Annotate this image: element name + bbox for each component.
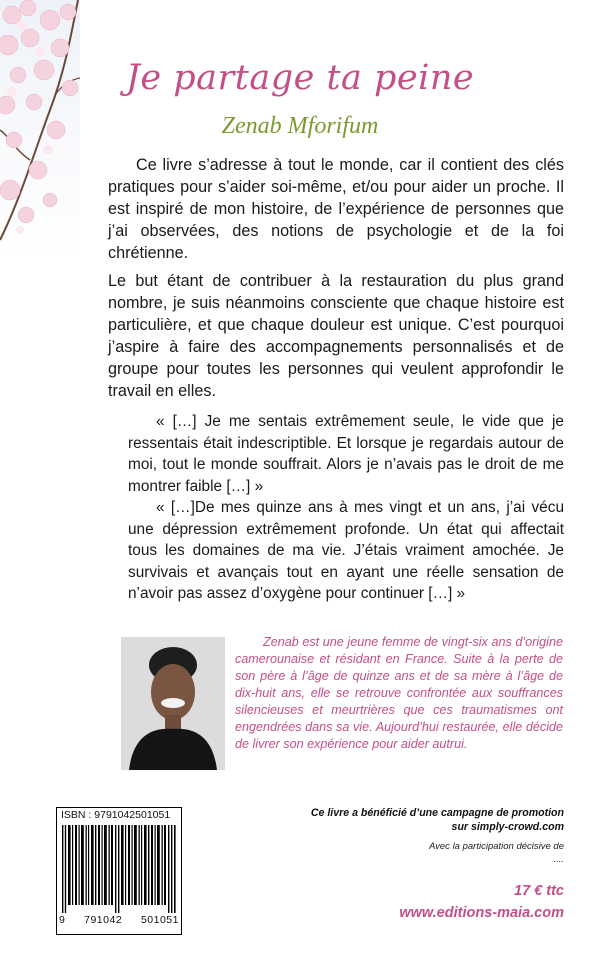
book-summary — [108, 154, 564, 408]
participation-note — [264, 840, 564, 866]
isbn-label: ISBN : 9791042501051 — [61, 809, 171, 821]
author-portrait-icon — [121, 637, 225, 770]
participation-line: Avec la participation décisive de — [428, 841, 564, 852]
promo-line: Ce livre a bénéficié d’une campagne de promotion — [310, 807, 564, 819]
book-author: Zenab Mforifum — [221, 113, 379, 139]
participation-line: .... — [553, 854, 564, 865]
promo-note — [264, 806, 564, 834]
author-photo — [121, 637, 225, 770]
barcode-icon — [62, 825, 176, 913]
quote-paragraph: « […]De mes quinze ans à mes vingt et un ans, j’ai vécu une dépression extrêmement profonde. Un état qui affectait tous les domaines de ma vie. J’étais vraiment amochée. Je survivais et avançais tout en ayant une réelle sensation de n’avoir pas assez d’oxygène pour continuer […] » — [128, 499, 564, 602]
barcode-digit-group: 9 — [59, 914, 66, 926]
promo-line: sur simply-crowd.com — [451, 821, 564, 833]
summary-paragraph: Le but étant de contribuer à la restauration du plus grand nombre, je suis néanmoins consciente que chaque histoire est particulière, et que chaque douleur est unique. C’est pourquoi j’aspire à faire des accompagnements personnalisés et de groupe pour toutes les personnes qui veulent approfondir le travail en elles. — [108, 272, 564, 400]
barcode-digit-group: 501051 — [140, 914, 179, 926]
summary-paragraph: Ce livre s’adresse à tout le monde, car il contient des clés pratiques pour s’aider soi-même, et/ou pour aider un proche. Il est inspiré de mon histoire, de l’expérience de personnes que j’ai observées, des notions de psychologie et de la foi chrétienne. — [108, 156, 564, 262]
barcode-digits — [59, 914, 179, 926]
author-bio: Zenab est une jeune femme de vingt-six ans d’origine camerounaise et résidant en France. Suite à la perte de son père à l’âge de quinze ans et de sa mère à l’âge de dix-huit ans, elle se retrouve confrontée aux souffrances silencieuses et meurtrières que ces traumatismes ont engendrées dans sa vie. Aujourd’hui restaurée, elle décide de livrer son expérience pour aider autrui. — [235, 635, 563, 751]
quote-paragraph: « […] Je me sentais extrêmement seule, le vide que je ressentais était indescriptible. Et lorsque je regardais autour de moi, tout le monde souffrait. Alors je n’avais pas le droit de me montrer faible […] » — [128, 413, 564, 495]
book-quotes — [128, 411, 564, 605]
book-title: Je partage ta peine — [125, 58, 475, 98]
barcode-digit-group: 791042 — [84, 914, 123, 926]
publisher-website: www.editions-maia.com — [399, 905, 564, 921]
price-label: 17 € ttc — [514, 883, 564, 899]
isbn-barcode-block — [56, 807, 182, 935]
